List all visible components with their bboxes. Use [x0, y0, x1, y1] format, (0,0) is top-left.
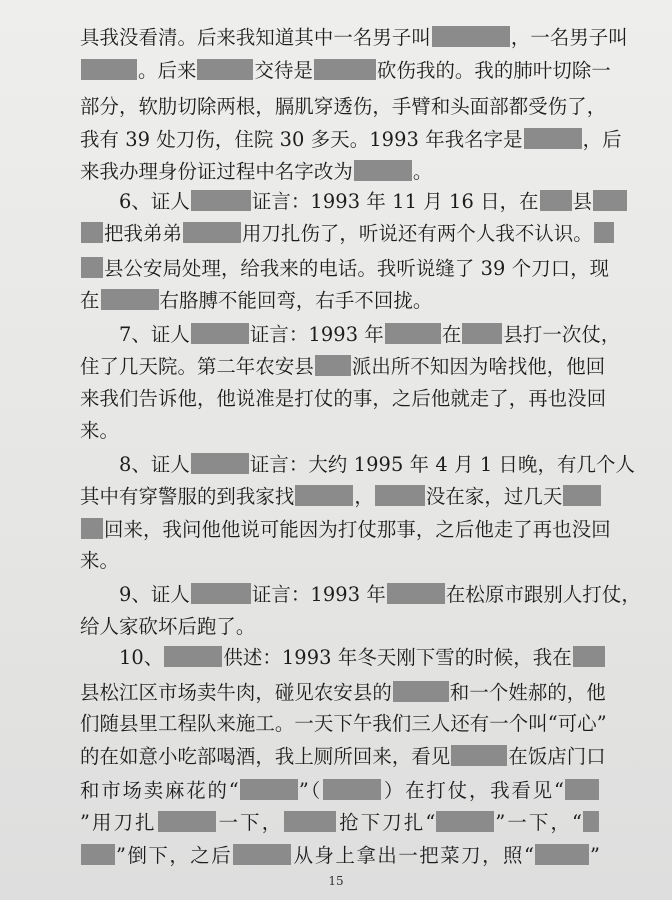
- text-segment: 来。: [80, 419, 119, 442]
- text-line: [80, 53, 611, 89]
- redaction-block: [565, 779, 599, 800]
- text-segment: 的在如意小吃部喝酒，我上厕所回来，看见: [80, 745, 451, 768]
- text-line: [80, 805, 600, 841]
- redaction-block: [387, 583, 445, 604]
- text-line: [119, 184, 600, 220]
- text-segment: 来我们告诉他，他说准是打仗的事，之后他就走了，再也没回: [80, 387, 607, 410]
- text-segment: 从身上拿出一把菜刀，照“: [292, 844, 534, 867]
- text-segment: 9、证人: [119, 583, 190, 606]
- text-segment: 。后来: [138, 59, 197, 82]
- redaction-block: [101, 289, 159, 310]
- redaction-block: [191, 323, 249, 344]
- text-line: [80, 413, 600, 449]
- redaction-block: [183, 222, 241, 243]
- text-segment: 一下，: [216, 811, 284, 834]
- text-line: [80, 89, 607, 125]
- redaction-block: [354, 160, 412, 181]
- text-line: [80, 122, 622, 158]
- redaction-block: [81, 59, 137, 80]
- text-line: [80, 706, 607, 742]
- redaction-block: [436, 811, 494, 832]
- redaction-block: [583, 811, 599, 832]
- text-line: [119, 447, 635, 483]
- text-segment: 用刀扎伤了，听说还有两个人我不认识。: [241, 222, 593, 245]
- redaction-block: [462, 323, 502, 344]
- text-line: [80, 479, 600, 515]
- redaction-block: [284, 811, 336, 832]
- text-segment: ”倒下，之后: [116, 844, 233, 867]
- redaction-block: [315, 355, 351, 376]
- redaction-block: [573, 646, 605, 667]
- text-segment: 给人家砍坏后跑了。: [80, 615, 256, 638]
- text-segment: 在: [441, 323, 462, 346]
- redaction-block: [81, 518, 103, 539]
- redaction-block: [393, 681, 449, 702]
- text-segment: 在: [80, 289, 100, 312]
- redaction-block: [191, 583, 251, 604]
- text-segment: 县打一次仗，: [503, 323, 621, 346]
- text-segment: ，: [354, 485, 374, 508]
- redaction-block: [233, 844, 291, 865]
- redaction-block: [81, 222, 103, 243]
- redaction-block: [385, 323, 441, 344]
- redaction-block: [451, 745, 507, 766]
- text-line: [80, 773, 600, 809]
- text-segment: 来。: [80, 549, 119, 572]
- text-segment: ”（: [298, 779, 323, 802]
- text-segment: 砍伤我的。我的肺叶切除一: [376, 59, 611, 82]
- redaction-block: [81, 844, 115, 865]
- text-segment: 证言：大约 1995 年 4 月 1 日晚，有几个人: [249, 453, 635, 476]
- text-line: [119, 577, 641, 613]
- text-segment: 证言：1993 年 11 月 16 日，在: [251, 190, 539, 213]
- text-segment: 在饭店门口: [508, 745, 606, 768]
- text-segment: 们随县里工程队来施工。一天下午我们三人还有一个叫“可心”: [80, 712, 607, 735]
- text-segment: ）在打仗，我看见“: [382, 779, 564, 802]
- text-segment: 县松江区市场卖牛肉，碰见农安县的: [80, 681, 392, 704]
- redaction-block: [594, 222, 614, 243]
- text-segment: ，后: [582, 128, 622, 151]
- text-segment: 6、证人: [119, 190, 190, 213]
- text-segment: 和市场卖麻花的“: [80, 779, 239, 802]
- text-segment: 部分，软肋切除两根，膈肌穿透伤，手臂和头面部都受伤了，: [80, 95, 607, 118]
- text-segment: 其中有穿警服的到我家找: [80, 485, 295, 508]
- text-line: [80, 20, 628, 56]
- text-line: [80, 349, 606, 385]
- text-line: [80, 381, 607, 417]
- redaction-block: [593, 190, 627, 211]
- text-segment: 我有 39 处刀伤，住院 30 多天。1993 年我名字是: [80, 128, 523, 151]
- text-segment: 证言：1993 年: [249, 323, 384, 346]
- text-segment: 。: [412, 160, 433, 183]
- text-segment: 抢下刀扎“: [337, 811, 436, 834]
- text-segment: ，一名男子叫: [510, 26, 628, 49]
- text-segment: 8、证人: [119, 453, 190, 476]
- text-segment: ”: [589, 844, 600, 867]
- text-line: [80, 543, 600, 579]
- text-line: [119, 317, 621, 353]
- text-line: [80, 251, 610, 287]
- redaction-block: [524, 128, 582, 149]
- redaction-block: [432, 26, 510, 47]
- text-segment: 回来，我问他他说可能因为打仗那事，之后他走了再也没回: [104, 518, 611, 541]
- redaction-block: [81, 257, 103, 278]
- text-segment: 派出所不知因为啥找他，他回: [351, 355, 606, 378]
- text-segment: 7、证人: [119, 323, 190, 346]
- text-line: [80, 216, 600, 252]
- text-segment: 交待是: [254, 59, 313, 82]
- text-segment: 10、: [119, 646, 164, 669]
- page-number: 15: [328, 874, 344, 888]
- redaction-block: [295, 485, 353, 506]
- text-segment: 把我弟弟: [104, 222, 182, 245]
- redaction-block: [240, 779, 298, 800]
- redaction-block: [314, 59, 376, 80]
- redaction-block: [540, 190, 572, 211]
- text-segment: ”一下，“: [495, 811, 582, 834]
- text-segment: 供述：1993 年冬天刚下雪的时候，我在: [223, 646, 572, 669]
- text-segment: ”用刀扎: [80, 811, 157, 834]
- text-segment: 证言：1993 年: [251, 583, 386, 606]
- redaction-block: [158, 811, 216, 832]
- text-line: [80, 838, 600, 874]
- redaction-block: [164, 646, 222, 667]
- text-line: [80, 739, 606, 775]
- text-segment: 县: [572, 190, 593, 213]
- text-segment: 县公安局处理，给我来的电话。我听说缝了 39 个刀口，现: [104, 257, 610, 280]
- text-segment: 具我没看清。后来我知道其中一名男子叫: [80, 26, 431, 49]
- redaction-block: [191, 190, 251, 211]
- redaction-block: [375, 485, 425, 506]
- redaction-block: [535, 844, 589, 865]
- text-segment: 在松原市跟别人打仗，: [445, 583, 641, 606]
- text-segment: 右胳膊不能回弯，右手不回拢。: [159, 289, 433, 312]
- redaction-block: [323, 779, 381, 800]
- redaction-block: [197, 59, 253, 80]
- text-segment: 和一个姓郝的，他: [449, 681, 606, 704]
- redaction-block: [191, 453, 249, 474]
- text-segment: 住了几天院。第二年农安县: [80, 355, 314, 378]
- text-line: [80, 283, 600, 319]
- text-segment: 来我办理身份证过程中名字改为: [80, 160, 353, 183]
- text-line: [119, 640, 600, 676]
- redaction-block: [563, 485, 601, 506]
- text-segment: 没在家，过几天: [425, 485, 563, 508]
